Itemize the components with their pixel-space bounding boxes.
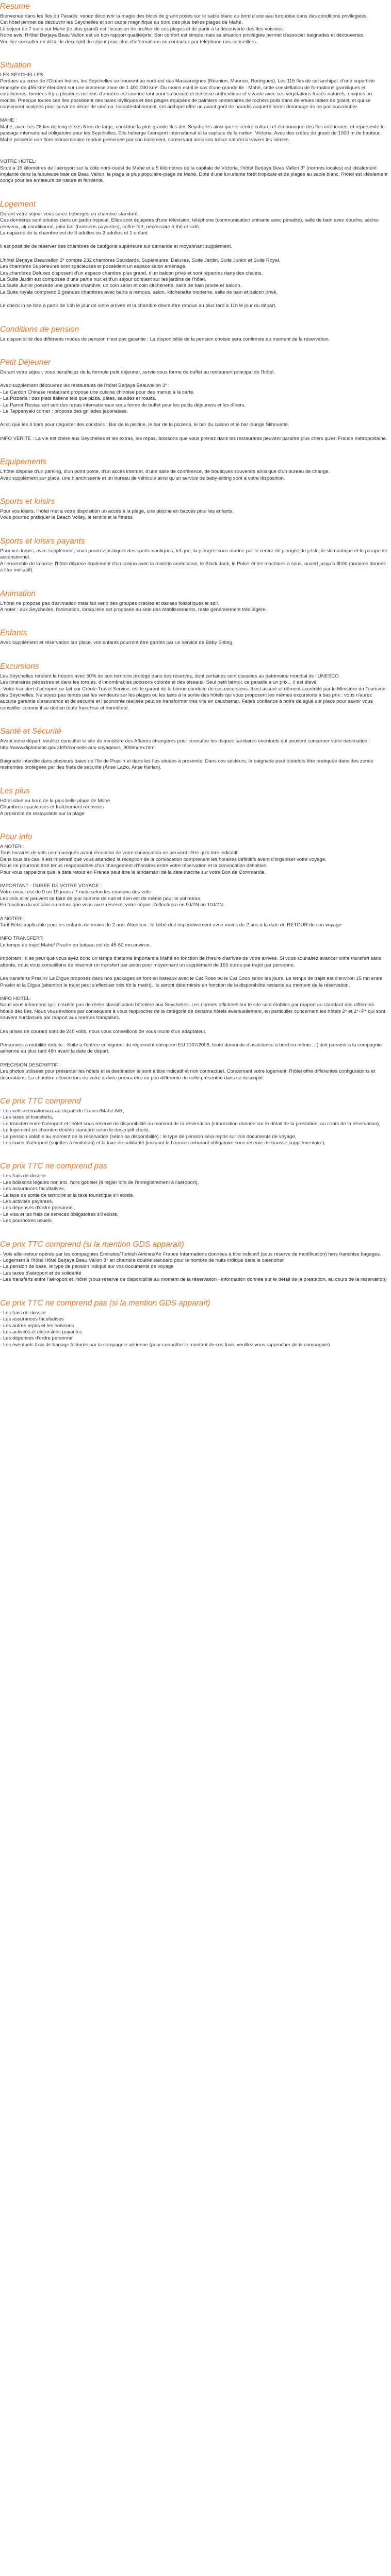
section-paragraph: - Les vols internationaux au départ de France/Mahé A/R, - Les taxes et transferts, - Le transfert entre l'aéroport et l'hôtel sous réserve de disponibilité au moment de la réservation (information donnée sur le détail de la prestation, au cours de la réservation), - Le logement en chambre double standard selon le descriptif choisi, - La pension valable au moment de la réservation (selon sa disponibilité) : le type de pension sera repris sur vos documents de voyage, - Les taxes d'aéroport (sujettes à évolution) et la taxe de solidarité (incluant la hausse carburant obligatoire sous réserve de hausse supplémentaire). xyxy=(0,1108,380,1146)
section-paragraph: Ainsi que les 4 bars pour déguster des cocktails : Bar de la piscine, le bar de la pizzeria, le bar du casino et le bar lounge Silhouette. xyxy=(0,422,289,428)
section xyxy=(0,1162,388,1224)
section xyxy=(0,325,388,343)
section-title: Ce prix TTC ne comprend pas xyxy=(0,1162,107,1171)
section-paragraph: Bienvenue dans les îles du Paradis: venez découvrir la magie des blocs de granit posés sur le sable blanc au bord d'une eau turquoise dans des conditions privilégiées. Cet hôtel permet de découvrir les Seychelles et son cadre magnifique au bord des plus belles plages de Mahé. Le séjour de 7 nuits sur Mahé (le plus grand) est l'occasion de profiter de ces plages et de partir à la découverte des îles voisines. Notre avis: l'Hôtel Berjaya Beau Vallon est un bon rapport qualité/prix. Son confort est simple mais sa situation privilégiée permet d'associer baignades et découvertes. Veuillez consulter en détail le descriptif du séjour pour plus d'informations ou contactez par téléphone nos conseillers. xyxy=(0,13,368,45)
section-paragraph: Pour vos loisirs, l'hôtel met à votre disposition un accès à la plage, une piscine en baccès pour les enfants. Vous pourrez pratiquer le Beach Volley, le tennis et le fitness. xyxy=(0,509,234,521)
section xyxy=(0,1240,388,1283)
section-paragraph: Baignade interdite dans plusieurs baies de l'île de Praslin et dans les îles situées à proximité. Dans ces secteurs, la baignade peut toutefois être pratiquée dans des zones restreintes protégées par des filets de sécurité (Anse Lazio, Anse Kerlan). xyxy=(0,758,373,771)
section-paragraph: Le check in se fera à partir de 14h le jour de votre arrivée et la chambre devra être rendue au plus tard à 11h le jour du départ. xyxy=(0,303,276,309)
section-title: Situation xyxy=(0,61,31,70)
section-title: Les plus xyxy=(0,786,30,795)
section-paragraph: Hôtel situé au bord de la plus belle plage de Mahé Chambres spacieuses et fraîchement rénovées A proximité de restaurants sur la plage xyxy=(0,798,110,817)
section xyxy=(0,2,388,45)
section-title: Sports et loisirs payants xyxy=(0,536,85,546)
section-paragraph: Les Seychelles rendent le trésors avec 50% de son territoire protégé dans des réserves, dont certaines sont classées au patrimoine mondial de l'UNESCO. Les itinéraires pédestres et dans les tortues, d'innombrables poissons colorés et des oiseaux. Seul petit bémol, ce paradis a un prix... il est élevé. - Votre transfert d'aéroport se fait par Créole Travel Service, est le garant de la bonne conduite de ces excursions. Il est assuré et dûment accrédité par le Ministère du Tourisme des Seychelles. Ne soyez pas tentés par les vendeurs sur les plages ou les taxis à la sortie des hôtels qui vous proposent les mêmes excursions à bas prix : vous n'aurez aucune garantie d'assurance et de sécurité et l'économie réalisée peut se transformer très vite en cauchemar. Faites confiance à notre délégué sur place pour savoir vous conseiller comme il se doit en toute franchise et honnêteté. xyxy=(0,673,386,711)
section-title: Sports et loisirs xyxy=(0,497,55,506)
section-title: Pour info xyxy=(0,833,32,841)
section-paragraph: INFO VERITE : La vie est chère aux Seychelles et les extras, les repas, boissons que vous prenez dans les restaurants peuvent paraître plus chers qu'en France métropolitaine. xyxy=(0,435,387,442)
section-paragraph: A NOTER : Tarif Bébé applicable pour les enfants de moins de 2 ans. Attention : le bébé doit impérativement avoir moins de 2 ans à la date du RETOUR de son voyage. xyxy=(0,916,343,928)
section xyxy=(0,787,388,817)
section-title: Ce prix TTC comprend (si la mention GDS apparait) xyxy=(0,1240,184,1249)
section-title: Equipements xyxy=(0,457,47,467)
section-title: Ce prix TTC comprend xyxy=(0,1096,81,1106)
section xyxy=(0,497,388,521)
section-paragraph: Avant votre départ, veuillez consulter le site du ministère des Affaires étrangères pour connaître les risques sanitaires éventuels qui peuvent concerner votre destination : http://www.diplomatie.gouv.fr/fr/conseils-aux-voyageurs_909/index.html xyxy=(0,738,370,751)
section xyxy=(0,61,388,143)
section-paragraph: PRECISION DESCRIPTIF : Les photos utilisées pour présenter les hôtels et la destination le sont à titre indicatif et non contractuel. Concernant votre logement, l'hôtel offre différentes configurations et décorations. La chambre allouée lors de votre arrivée pourra être un peu différente de celle présentée dans ce descriptif. xyxy=(0,1062,376,1081)
section xyxy=(0,629,388,646)
section-title: Logement xyxy=(0,199,36,209)
section-paragraph: Avec supplément et réservation sur place, vos enfants pourront être gardés par un service de Baby Sitting. xyxy=(0,640,234,646)
section-paragraph: LES SEYCHELLES : Perdues au cœur de l'Océan Indien, les Seychelles se trouvent au nord-est des Mascareignes (Réunion, Maurice, Rodrigues). Les 115 îles de cet archipel, d'une superficie émergée de 455 km² étendent sur une immense zone de 1 400 000 km². Du moins est-il le cas d'une grande île : Mahé, cette constellation de formations granitiques et coralliennes, formées il y a plusieurs millions d'années est connue tant pour sa beauté et richesse authentique et vivante avec ses végétations tracés naturels, uniques au monde. Presque toutes ces îles possèdent des baies idylliques et des plages équipées de palmiers centenaires de rochers polis dans de vraies tables de granit, et qui se conservent sculptés pour servir de décor de cinéma. Incontestablement, cet archipel offre un avant goût de paradis auquel il serait dommage de ne pas succomber. xyxy=(0,72,375,110)
section-paragraph: Pour vos loisirs, avec supplément, vous pourrez pratiquer des sports nautiques, tel que, la plongée sous marine par le centre de plongée, le jetski, le ski nautique et le parapente ascensionnel. A l'ensemble de la base, l'hôtel dispose également d'un casino avec la roulette américaine, le Black Jack, le Poker et les machines à sous, ouvert jusqu'à 3h00 (horaires donnés à titre indicatif). xyxy=(0,548,387,573)
section xyxy=(0,833,388,1081)
section-paragraph: A NOTER : Tous horaires de vols communiqués avant réception de votre convocation ne peuvent l'être qu'à titre indicatif. Dans tous les cas, il est impératif que vous attendiez la réception de la convocation comprenant les horaires définitifs avant d'organiser votre voyage. Nous ne pourrons être tenus responsables d'un changement d'horaires entre votre réservation et la convocation définitive. Pour vous rappelons que la date retour en France peut être le lendemain de la date inscrite sur votre Bon de Commande. xyxy=(0,844,327,875)
section-title: Conditions de pension xyxy=(0,325,79,334)
section-paragraph: - Les frais de dossier - Les assurances facultatives - Les autres repas et les boissons - Les activités et excursions payantes - Les dépenses d'ordre personnel - Les éventuels frais de bagage facturés par la compagnie aérienne (pour connaître le montant de ces frais, veuillez vous rapprocher de la compagnie) xyxy=(0,1310,330,1348)
section-title: Petit Déjeuner xyxy=(0,358,51,367)
section-title: Resume xyxy=(0,2,30,11)
section-paragraph: Durant votre séjour, vous bénéficiez de la formule petit déjeuner, servie sous forme de buffet au restaurant principal de l'hôtel. xyxy=(0,369,275,375)
section xyxy=(0,457,388,482)
section-paragraph: La disponibilité des différents modes de pension n'est pas garantie : La disponibilité de la pension choisie sera confirmée au moment de la réservation. xyxy=(0,336,330,342)
section xyxy=(0,358,388,442)
section xyxy=(0,727,388,771)
section-paragraph: Les transferts Praslin/ La Digue proposés dans nos packages se font en bateaux avec le Cat Rose ou le Cat Coco selon les jours. Le temps de trajet est d'environ 15 mn entre Praslin et la Digue (attention le trajet peut s'effectuer très tôt le matin). Ils seront déterminés en fonction de la disponibilité restante au moment de la réservation. xyxy=(0,976,383,988)
section-paragraph: Avec supplément découvrez les restaurants de l'hôtel Berjaya Beauvallon 3* : - Le Cardon Chinese restaurant propose une cuisine chinoise pour des menus à la carte. - La Pizzeria : des plats italiens tels que pizza, pâtes, salades et roasts. - Le Parrot Restaurant sert des repas internationaux sous forme de buffet pour les petits déjeuners et les dîners. - Le Tappanyaki corner : propose des grillades japonaises. xyxy=(0,383,246,415)
section-paragraph: L'hôtel dispose d'un parking, d'un point poste, d'un accès internet, d'une salle de conférence, de boutiques souvenirs ainsi que d'un bureau de change. Avec supplément sur place, une blanchisserie et un bureau de véhicule ainsi qu'un service de baby-sitting sont à votre disposition. xyxy=(0,469,330,481)
section-paragraph: Les prises de courant sont de 240 volts, nous vous conseillons de vous munir d'un adaptateur. xyxy=(0,1028,207,1035)
section-paragraph: L'hôtel ne propose pas d'animation mais fait venir des groupes créoles et danses folkloriques le soir. A noter : aux Seychelles, l'animation, lorsqu'elle est proposée au sein des établissements, reste généralement très légère. xyxy=(0,600,267,613)
section xyxy=(0,589,388,614)
section xyxy=(0,159,388,184)
section-paragraph: - Les frais de dossier - Les boissons légales non incl. hors gobelet (à régler lors de l'enregistrement à l'aéroport), - Les assurances facultatives, - La taxe de sortie de territoire et la taxe touristique s'il existe, - Les activités payantes, - Les dépenses d'ordre personnel, - Le visa et les frais de services obligatoires s'il existe, - Les pourboires usuels. xyxy=(0,1173,199,1224)
section-paragraph: Il est possible de réserver des chambres de catégorie supérieure sur demande et moyennant supplément. xyxy=(0,244,233,250)
section-title: Ce prix TTC ne comprend pas (si la mention GDS apparait) xyxy=(0,1298,210,1308)
section-title: Excursions xyxy=(0,662,39,671)
section-title: Enfants xyxy=(0,629,27,638)
section-title: Santé et Sécurité xyxy=(0,727,61,736)
section-paragraph: IMPORTANT - DUREE DE VOTRE VOYAGE : Votre circuit est de 9 ou 10 jours / 7 nuits selon les rotations des vols. Les vols aller peuvent se faire de jour comme de nuit et il en est de même pour le vol retour. En fonction du vol aller ou retour que vous avez réservé, votre séjour s'effectuera en 9J/7N ou 10J/7N. xyxy=(0,883,224,908)
section-paragraph: INFO HOTEL: Nous vous informons qu'il n'existe pas de réelle classification hôtelière aux Seychelles. Les normes affichées sur le site sont établies par rapport au standard des différents hôtels des îles. Nous vous invitons par conséquent à vous rapprocher de la catégorie de certains hôtels éventuellement, en particulier concernant les hôtels 2* et 2*+P* qui sont souvent surclassés par rapport aux normes françaises. xyxy=(0,995,385,1021)
section-paragraph: Durant votre séjour vous serez hébergés en chambre standard. Ces dernières sont situées dans un jardin tropical. Elles sont équipées d'une télévision, téléphone (communication entrante avec pénalité), salle de bain avec douche, sèche-cheveux, air conditionné, mini-bar (boissons payantes), coffre-fort, nécessaire à thé et café. La capacité de la chambre est de 3 adultes ou 2 adultes et 1 enfant. xyxy=(0,211,380,236)
section-paragraph: MAHE : Mahé, avec ses 28 km de long et ses 8 km de large, constitue la plus grande îles des Seychelles ainsi que le centre culturel et économique des îles intérieures, et représente le passage international obligatoire pour les Seychelles. Elle héberge l'aéroport international et la capitale de la nation, Victoria. Avec des crêtes de granit de 1000 m de hauteur, Mahé possède une flore extraordinaire rendue préservée par son isolement, conservant ainsi son trésor naturel à travers les siècles. xyxy=(0,117,385,143)
section-paragraph: Important : Il se peut que vous ayez donc un temps d'attente important à Mahé en fonction de l'heure d'arrivée de votre arrivée. Si vous souhaitez avancer votre transfert sans attente, nous vous conseillons de réserver un transfert par avion pour moyennant un supplément de 150 euros par trajet par personne. xyxy=(0,956,381,968)
section xyxy=(0,1097,388,1146)
section xyxy=(0,537,388,574)
section-paragraph: - Vols aller-retour opérés par les compagnies Emirates/Turkish Airlines/Air France Informations données à titre indicatif (sous réserve de modification) hors franchise bagages. - Logement à l'hôtel Hôtel Berjaya Beau Vallon 3* en chambre double standard pour le nombre de nuits indiqué dans le calendrier - La pension de base, le type de pension indiqué sur vos documents de voyage - Les taxes d'aéroport et de solidarité - Les transferts entre l'aéroport et l'hôtel (sous réserve de disponibilité au moment de la réservation - information donnée sur le détail de la prestation, au cours de la réservation) xyxy=(0,1251,387,1283)
section-paragraph: VOTRE HOTEL: Situé à 15 kilomètres de l'aéroport sur la côte nord-ouest de Mahé et à 5 kilomètres de la capitale de Victoria, l'hôtel Berjaya Beau Vallon 3* (normes locales) est idéalement implanté dans la fabuleuse baie de Beau Vallon, la plage la plus populaire-plage de Mahé. Doté d'une luxuriante forêt tropicale et de plages au sable blanc, l'hôtel est idéalement conçu pour les amateurs de nature et farniente. xyxy=(0,159,388,184)
section-paragraph: L'hôtel Berjaya Beauvallon 3* compte 232 chambres Standards, Supérieures, Deluxes, Suite Jardin, Suite Junior et Suite Royal. Les chambres Supérieures sont spacieuses et possèdent un espace salon aménagé. Les chambres Deluxes disposent d'un espace chambre plus grand, d'un balcon privé et sont réparties dans des chalets. La Suite Jardin est composée d'une partie nuit et d'un séjour donnant sur les jardins de l'hôtel. La Suite Junior possède une grande chambre, un coin salon et coin kitchenette, salle de bain privée et balcon. La Suite royale comprend 2 grandes chambres avec bains à remous, salon, kitchenette moderne, salle de bain et balcon privé. xyxy=(0,257,281,295)
section xyxy=(0,200,388,310)
section xyxy=(0,662,388,711)
section-paragraph: Personnes à mobilité réduite : Suite à l'entrée en vigueur du règlement européen EU 1107/2006, toute demande d'assistance à bord ou même... ( doit parvenir à la compagnie aérienne au plus tard 48h avant la date de départ. xyxy=(0,1042,382,1055)
section-title: Animation xyxy=(0,589,36,598)
section xyxy=(0,1299,388,1348)
section-paragraph: INFO TRANSFERT: Le temps de trajet Mahé/ Praslin en bateau est de 45-60 mn environ. xyxy=(0,936,151,948)
